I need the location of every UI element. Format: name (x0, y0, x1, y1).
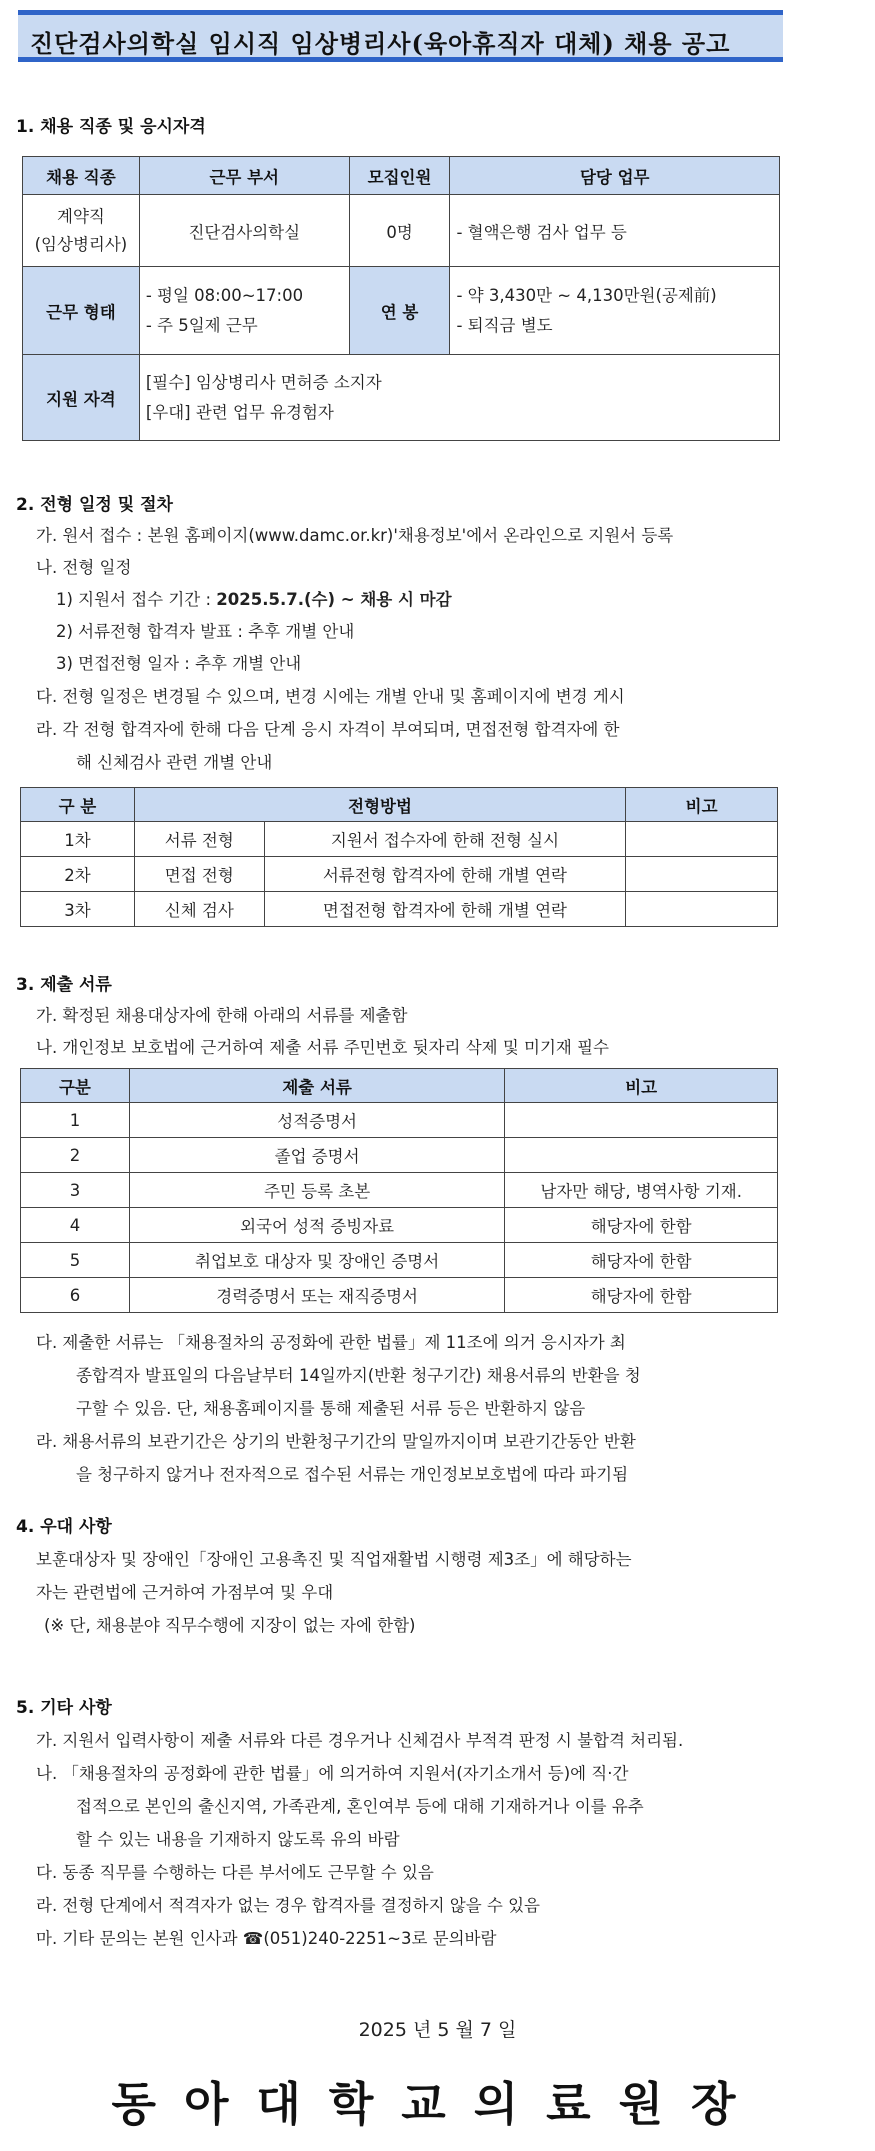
header-count: 모집인원 (349, 157, 450, 195)
issuer-signature: 동아대학교의료원장 (111, 2077, 764, 2131)
type-line-2: (임상병리사) (34, 234, 128, 254)
doc-note-cell: 해당자에 한함 (505, 1243, 778, 1278)
salary-line-2: - 퇴직금 별도 (456, 315, 553, 335)
type-line-1: 계약직 (57, 206, 105, 226)
table-row (21, 857, 778, 892)
doc-note-cell (505, 1138, 778, 1173)
s2-item-ra-1: 라. 각 전형 합격자에 한해 다음 단계 응시 자격이 부여되며, 면접전형 합격자에 한 (36, 720, 620, 739)
section-3-heading: 3. 제출 서류 (16, 975, 112, 995)
s3-item-da-3: 구할 수 있음. 단, 채용홈페이지를 통해 제출된 서류 등은 반환하지 않음 (76, 1399, 586, 1418)
doc-note-cell: 해당자에 한함 (505, 1278, 778, 1313)
stage-note-cell (626, 857, 778, 892)
s3-item-ra-1: 라. 채용서류의 보관기간은 상기의 반환청구기간의 말일까지이며 보관기간동안 반환 (36, 1432, 636, 1451)
title-bar (18, 10, 783, 62)
header-work: 근무 형태 (23, 267, 140, 355)
cell-qual (139, 355, 779, 441)
stage-cell: 2차 (21, 857, 135, 892)
stage-name-cell: 서류 전형 (134, 822, 264, 857)
stage-desc-cell: 서류전형 합격자에 한해 개별 연락 (264, 857, 625, 892)
cell-type (23, 195, 140, 267)
header-duty: 담당 업무 (450, 157, 780, 195)
stage-desc-cell: 면접전형 합격자에 한해 개별 연락 (264, 892, 625, 927)
s2-item-ra-2: 해 신체검사 관련 개별 안내 (76, 753, 273, 772)
table-row (21, 1138, 778, 1173)
recruit-row (23, 195, 780, 267)
qual-row (23, 355, 780, 441)
header-salary: 연 봉 (349, 267, 450, 355)
stage-note-cell (626, 822, 778, 857)
doc-name-cell: 경력증명서 또는 재직증명서 (129, 1278, 504, 1313)
s3-item-na: 나. 개인정보 보호법에 근거하여 제출 서류 주민번호 뒷자리 삭제 및 미기재 필수 (36, 1038, 609, 1057)
doc-no-cell: 4 (21, 1208, 130, 1243)
stage-note-cell (626, 892, 778, 927)
cell-work (139, 267, 349, 355)
doc-name-cell: 성적증명서 (129, 1103, 504, 1138)
header-div: 구 분 (21, 788, 135, 822)
s2-na1-label: 1) 지원서 접수 기간 : (56, 590, 217, 609)
cell-dept: 진단검사의학실 (139, 195, 349, 267)
work-line-1: - 평일 08:00~17:00 (145, 285, 304, 305)
section-4-heading: 4. 우대 사항 (16, 1517, 112, 1537)
stage-cell: 1차 (21, 822, 135, 857)
s5-item-ra: 라. 전형 단계에서 적격자가 없는 경우 합격자를 결정하지 않을 수 있음 (36, 1896, 540, 1915)
s4-line-3: (※ 단, 채용분야 직무수행에 지장이 없는 자에 한함) (44, 1616, 416, 1635)
stage-name-cell: 면접 전형 (134, 857, 264, 892)
s4-line-2: 자는 관련법에 근거하여 가점부여 및 우대 (36, 1583, 334, 1602)
table-row (21, 1173, 778, 1208)
table-row (21, 892, 778, 927)
doc-no-cell: 5 (21, 1243, 130, 1278)
s2-item-da: 다. 전형 일정은 변경될 수 있으며, 변경 시에는 개별 안내 및 홈페이지에 변경 게시 (36, 687, 625, 706)
cell-count: 0명 (349, 195, 450, 267)
header-type: 채용 직종 (23, 157, 140, 195)
documents-header-row (21, 1069, 778, 1103)
stage-desc-cell: 지원서 접수자에 한해 전형 실시 (264, 822, 625, 857)
doc-name-cell: 취업보호 대상자 및 장애인 증명서 (129, 1243, 504, 1278)
selection-header-row (21, 788, 778, 822)
table-row (21, 1103, 778, 1138)
s5-item-ma: 마. 기타 문의는 본원 인사과 ☎(051)240-2251~3로 문의바람 (36, 1929, 497, 1948)
header-doc: 제출 서류 (129, 1069, 504, 1103)
s2-item-ga: 가. 원서 접수 : 본원 홈페이지(www.damc.or.kr)'채용정보'에서 온라인으로 지원서 등록 (36, 526, 674, 545)
s3-item-da-1: 다. 제출한 서류는 「채용절차의 공정화에 관한 법률」제 11조에 의거 응시자가 최 (36, 1333, 626, 1352)
work-row (23, 267, 780, 355)
cell-duty: - 혈액은행 검사 업무 등 (450, 195, 780, 267)
s2-item-na-3: 3) 면접전형 일자 : 추후 개별 안내 (56, 654, 302, 673)
header-dept: 근무 부서 (139, 157, 349, 195)
header-note: 비고 (626, 788, 778, 822)
s5-item-na-3: 할 수 있는 내용을 기재하지 않도록 유의 바람 (76, 1830, 400, 1849)
recruit-header-row (23, 157, 780, 195)
doc-note-cell: 해당자에 한함 (505, 1208, 778, 1243)
section-5-heading: 5. 기타 사항 (16, 1698, 112, 1718)
salary-line-1: - 약 3,430만 ~ 4,130만원(공제前) (456, 285, 717, 305)
s5-item-na-2: 접적으로 본인의 출신지역, 가족관계, 혼인여부 등에 대해 기재하거나 이를 유추 (76, 1797, 644, 1816)
table-row (21, 822, 778, 857)
header-method: 전형방법 (134, 788, 625, 822)
section-2-heading: 2. 전형 일정 및 절차 (16, 495, 173, 515)
s2-item-na-2: 2) 서류전형 합격자 발표 : 추후 개별 안내 (56, 622, 355, 641)
s3-item-da-2: 종합격자 발표일의 다음날부터 14일까지(반환 청구기간) 채용서류의 반환을 청 (76, 1366, 641, 1385)
header-doc-div: 구분 (21, 1069, 130, 1103)
section-1-heading: 1. 채용 직종 및 응시자격 (16, 117, 206, 137)
documents-table (20, 1068, 778, 1313)
doc-no-cell: 1 (21, 1103, 130, 1138)
selection-table (20, 787, 778, 927)
header-doc-note: 비고 (505, 1069, 778, 1103)
doc-no-cell: 2 (21, 1138, 130, 1173)
doc-note-cell: 남자만 해당, 병역사항 기재. (505, 1173, 778, 1208)
s5-item-ga: 가. 지원서 입력사항이 제출 서류와 다른 경우거나 신체검사 부적격 판정 시 불합격 처리됨. (36, 1731, 684, 1750)
s5-item-da: 다. 동종 직무를 수행하는 다른 부서에도 근무할 수 있음 (36, 1863, 434, 1882)
notice-date: 2025 년 5 월 7 일 (358, 2019, 517, 2041)
doc-name-cell: 주민 등록 초본 (129, 1173, 504, 1208)
s2-item-na: 나. 전형 일정 (36, 558, 132, 577)
table-row (21, 1243, 778, 1278)
s5-item-na-1: 나. 「채용절차의 공정화에 관한 법률」에 의거하여 지원서(자기소개서 등)에 직·간 (36, 1764, 629, 1783)
doc-note-cell (505, 1103, 778, 1138)
cell-salary (450, 267, 780, 355)
doc-name-cell: 외국어 성적 증빙자료 (129, 1208, 504, 1243)
doc-no-cell: 6 (21, 1278, 130, 1313)
recruit-info-table (22, 156, 780, 441)
stage-name-cell: 신체 검사 (134, 892, 264, 927)
table-row (21, 1278, 778, 1313)
table-row (21, 1208, 778, 1243)
stage-cell: 3차 (21, 892, 135, 927)
s3-item-ga: 가. 확정된 채용대상자에 한해 아래의 서류를 제출함 (36, 1006, 408, 1025)
work-line-2: - 주 5일제 근무 (145, 315, 258, 335)
s3-item-ra-2: 을 청구하지 않거나 전자적으로 접수된 서류는 개인정보보호법에 따라 파기됨 (76, 1465, 629, 1484)
doc-name-cell: 졸업 증명서 (129, 1138, 504, 1173)
s2-item-na-1 (56, 586, 452, 610)
qual-line-1: [필수] 임상병리사 면허증 소지자 (145, 372, 382, 392)
qual-line-2: [우대] 관련 업무 유경험자 (145, 402, 334, 422)
s4-line-1: 보훈대상자 및 장애인「장애인 고용촉진 및 직업재활법 시행령 제3조」에 해당하는 (36, 1550, 632, 1569)
doc-no-cell: 3 (21, 1173, 130, 1208)
header-qual: 지원 자격 (23, 355, 140, 441)
s2-na1-period: 2025.5.7.(수) ~ 채용 시 마감 (216, 590, 452, 609)
page-title: 진단검사의학실 임시직 임상병리사(육아휴직자 대체) 채용 공고 (30, 29, 731, 58)
